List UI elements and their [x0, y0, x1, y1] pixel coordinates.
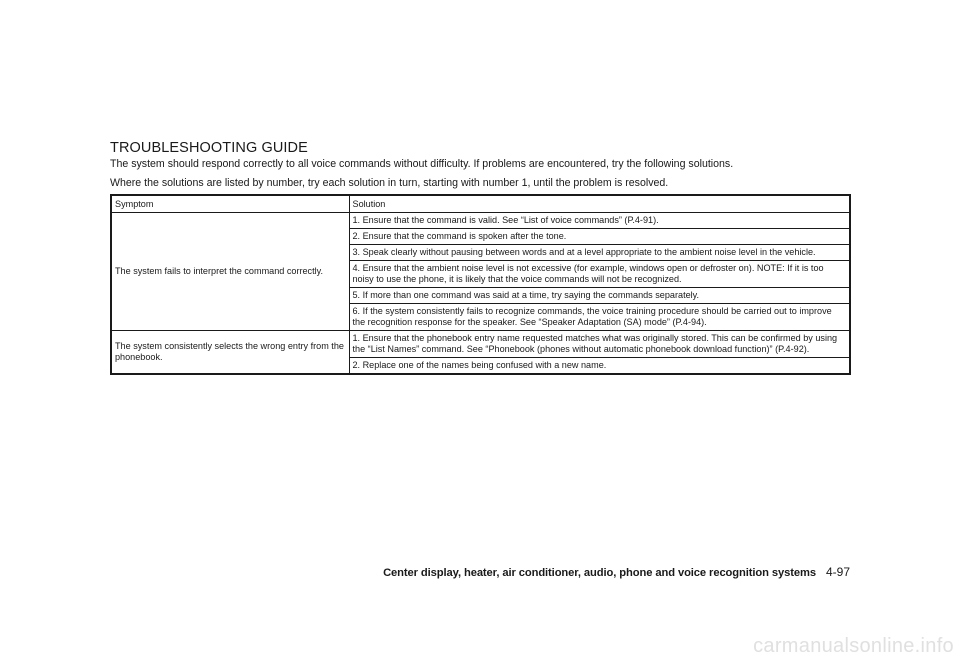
solution-cell: 3. Speak clearly without pausing between words and at a level appropriate to the ambient noise level in the vehicle. [349, 245, 850, 261]
symptom-cell: The system fails to interpret the command correctly. [111, 213, 349, 331]
page-footer [383, 565, 850, 579]
table-row [111, 213, 850, 229]
troubleshooting-table [110, 194, 851, 375]
page-number: 4-97 [825, 565, 850, 579]
solution-cell: 1. Ensure that the command is valid. See “List of voice commands” (P.4-91). [349, 213, 850, 229]
solution-cell: 2. Replace one of the names being confused with a new name. [349, 358, 850, 375]
footer-section-title: Center display, heater, air conditioner, audio, phone and voice recognition systems [383, 567, 816, 579]
solution-cell: 6. If the system consistently fails to recognize commands, the voice training procedure should be carried out to improve the recognition response for the speaker. See “Speaker Adaptation (SA) mode” (P.4-94). [349, 304, 850, 331]
symptom-cell: The system consistently selects the wrong entry from the phonebook. [111, 331, 349, 375]
solution-cell: 1. Ensure that the phonebook entry name requested matches what was originally stored. This can be confirmed by using the “List Names” command. See “Phonebook (phones without automatic phonebook download function)” (P.4-92). [349, 331, 850, 358]
watermark: carmanualsonline.info [753, 635, 954, 657]
intro-paragraph-2: Where the solutions are listed by number, try each solution in turn, starting with number 1, until the problem is resolved. [110, 177, 669, 189]
intro-paragraph-1: The system should respond correctly to all voice commands without difficulty. If problems are encountered, try the following solutions. [110, 158, 734, 170]
section-heading: TROUBLESHOOTING GUIDE [110, 140, 308, 156]
table-row [111, 331, 850, 358]
solution-cell: 5. If more than one command was said at a time, try saying the commands separately. [349, 288, 850, 304]
table-header-row [111, 195, 850, 213]
column-header-symptom: Symptom [111, 195, 349, 213]
solution-cell: 4. Ensure that the ambient noise level is not excessive (for example, windows open or defroster on). NOTE: If it is too noisy to use the phone, it is likely that the voice commands will not be recognized. [349, 261, 850, 288]
solution-cell: 2. Ensure that the command is spoken after the tone. [349, 229, 850, 245]
column-header-solution: Solution [349, 195, 850, 213]
